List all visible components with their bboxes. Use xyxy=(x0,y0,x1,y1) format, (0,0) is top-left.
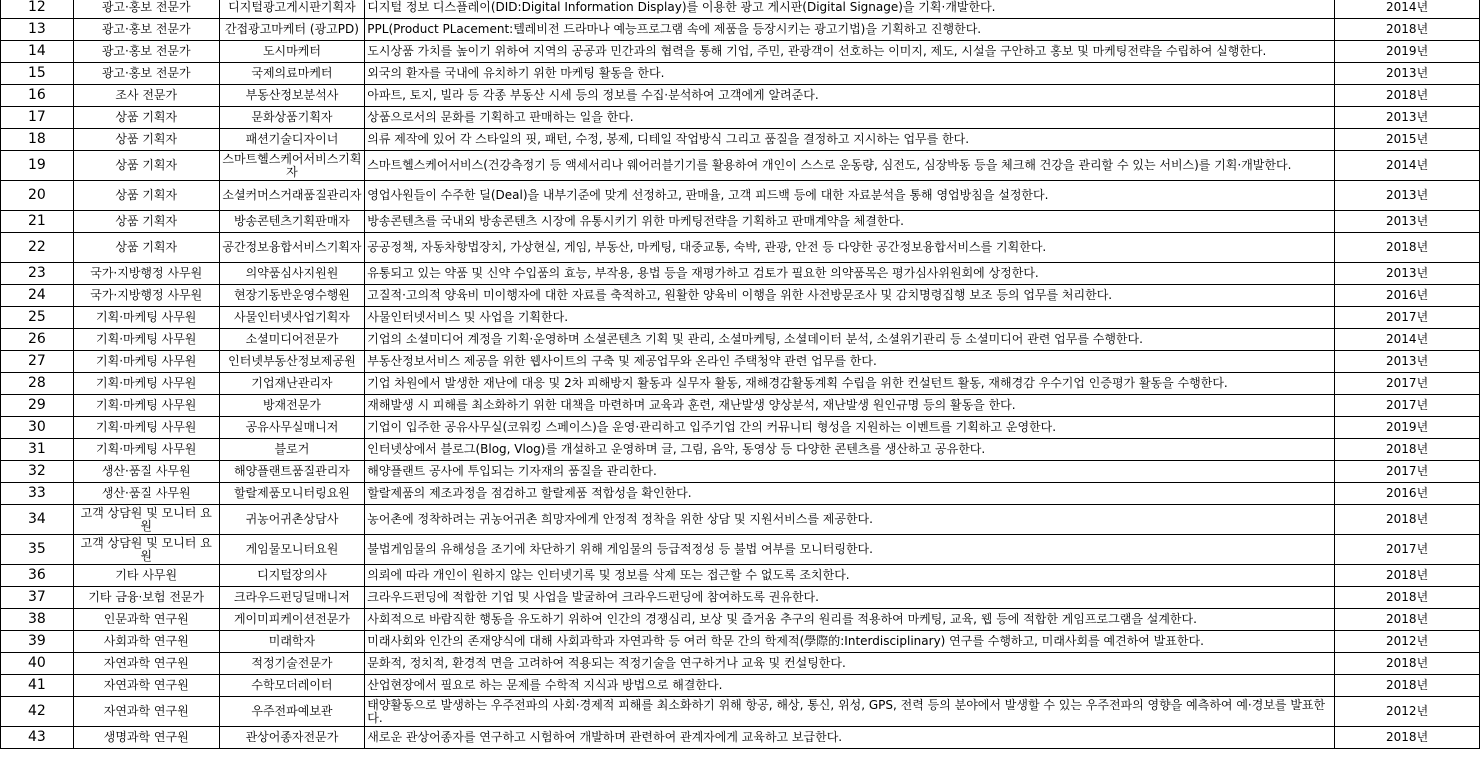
table-row xyxy=(1,351,1480,373)
category-cell: 인문과학 연구원 xyxy=(73,609,219,631)
job-title-cell: 패션기술디자이너 xyxy=(219,129,365,151)
description-cell: 인터넷상에서 블로그(Blog, Vlog)를 개설하고 운영하며 글, 그림, 음악, 동영상 등 다양한 콘텐츠를 생산하고 공유한다. xyxy=(365,439,1335,461)
description-cell: 할랄제품의 제조과정을 점검하고 할랄제품 적합성을 확인한다. xyxy=(365,483,1335,505)
job-title-cell: 해양플랜트품질관리자 xyxy=(219,461,365,483)
table-row xyxy=(1,505,1480,535)
row-number-cell: 32 xyxy=(1,461,74,483)
year-cell: 2012년 xyxy=(1335,631,1480,653)
table-row xyxy=(1,307,1480,329)
category-cell: 상품 기획자 xyxy=(73,129,219,151)
job-title-cell: 디지털광고게시판기획자 xyxy=(219,0,365,19)
year-cell: 2017년 xyxy=(1335,373,1480,395)
row-number-cell: 27 xyxy=(1,351,74,373)
category-cell: 고객 상담원 및 모니터 요원 xyxy=(73,535,219,565)
job-title-cell: 관상어종자전문가 xyxy=(219,727,365,749)
row-number-cell: 35 xyxy=(1,535,74,565)
category-cell: 상품 기획자 xyxy=(73,107,219,129)
row-number-cell: 17 xyxy=(1,107,74,129)
job-title-cell: 크라우드펀딩딜매니저 xyxy=(219,587,365,609)
table-row xyxy=(1,609,1480,631)
category-cell: 기획·마케팅 사무원 xyxy=(73,395,219,417)
job-title-cell: 게임물모니터요원 xyxy=(219,535,365,565)
description-cell: 사회적으로 바람직한 행동을 유도하기 위하여 인간의 경쟁심리, 보상 및 즐거움 추구의 원리를 적용하여 마케팅, 교육, 웹 등에 적합한 게임프로그램을 설계한다. xyxy=(365,609,1335,631)
category-cell: 기획·마케팅 사무원 xyxy=(73,439,219,461)
table-row xyxy=(1,0,1480,19)
job-title-cell: 할랄제품모니터링요원 xyxy=(219,483,365,505)
row-number-cell: 20 xyxy=(1,181,74,211)
year-cell: 2018년 xyxy=(1335,233,1480,263)
category-cell: 자연과학 연구원 xyxy=(73,697,219,727)
description-cell: 크라우드펀딩에 적합한 기업 및 사업을 발굴하여 크라우드펀딩에 참여하도록 권유한다. xyxy=(365,587,1335,609)
year-cell: 2013년 xyxy=(1335,351,1480,373)
job-title-cell: 게이미피케이션전문가 xyxy=(219,609,365,631)
description-cell: 문화적, 정치적, 환경적 면을 고려하여 적용되는 적정기술을 연구하거나 교육 및 컨설팅한다. xyxy=(365,653,1335,675)
row-number-cell: 43 xyxy=(1,727,74,749)
year-cell: 2017년 xyxy=(1335,395,1480,417)
year-cell: 2018년 xyxy=(1335,653,1480,675)
job-title-cell: 스마트헬스케어서비스기획자 xyxy=(219,151,365,181)
table-row xyxy=(1,233,1480,263)
row-number-cell: 31 xyxy=(1,439,74,461)
year-cell: 2013년 xyxy=(1335,263,1480,285)
job-title-cell: 방송콘텐츠기획판매자 xyxy=(219,211,365,233)
job-title-cell: 귀농어귀촌상담사 xyxy=(219,505,365,535)
row-number-cell: 29 xyxy=(1,395,74,417)
category-cell: 광고·홍보 전문가 xyxy=(73,41,219,63)
category-cell: 기타 금융·보험 전문가 xyxy=(73,587,219,609)
description-cell: 유통되고 있는 약품 및 신약 수입품의 효능, 부작용, 용법 등을 재평가하고 검토가 필요한 의약품목은 평가심사위원회에 상정한다. xyxy=(365,263,1335,285)
year-cell: 2012년 xyxy=(1335,697,1480,727)
table-row xyxy=(1,439,1480,461)
category-cell: 생산·품질 사무원 xyxy=(73,483,219,505)
description-cell: 농어촌에 정착하려는 귀농어귀촌 희망자에게 안정적 정착을 위한 상담 및 지원서비스를 제공한다. xyxy=(365,505,1335,535)
category-cell: 기획·마케팅 사무원 xyxy=(73,307,219,329)
table-row xyxy=(1,263,1480,285)
category-cell: 국가·지방행정 사무원 xyxy=(73,263,219,285)
category-cell: 기획·마케팅 사무원 xyxy=(73,417,219,439)
category-cell: 상품 기획자 xyxy=(73,233,219,263)
table-row xyxy=(1,211,1480,233)
row-number-cell: 12 xyxy=(1,0,74,19)
category-cell: 상품 기획자 xyxy=(73,211,219,233)
category-cell: 기획·마케팅 사무원 xyxy=(73,351,219,373)
row-number-cell: 16 xyxy=(1,85,74,107)
row-number-cell: 26 xyxy=(1,329,74,351)
category-cell: 광고·홍보 전문가 xyxy=(73,63,219,85)
table-row xyxy=(1,587,1480,609)
table-row xyxy=(1,565,1480,587)
row-number-cell: 28 xyxy=(1,373,74,395)
category-cell: 사회과학 연구원 xyxy=(73,631,219,653)
description-cell: 의뢰에 따라 개인이 원하지 않는 인터넷기록 및 정보를 삭제 또는 접근할 수 없도록 조치한다. xyxy=(365,565,1335,587)
description-cell: 산업현장에서 필요로 하는 문제를 수학적 지식과 방법으로 해결한다. xyxy=(365,675,1335,697)
row-number-cell: 37 xyxy=(1,587,74,609)
job-title-cell: 기업재난관리자 xyxy=(219,373,365,395)
year-cell: 2019년 xyxy=(1335,417,1480,439)
row-number-cell: 15 xyxy=(1,63,74,85)
table-row xyxy=(1,19,1480,41)
category-cell: 자연과학 연구원 xyxy=(73,675,219,697)
year-cell: 2015년 xyxy=(1335,129,1480,151)
year-cell: 2018년 xyxy=(1335,439,1480,461)
description-cell: 공공정책, 자동차항법장치, 가상현실, 게임, 부동산, 마케팅, 대중교통, 숙박, 관광, 안전 등 다양한 공간정보융합서비스를 기획한다. xyxy=(365,233,1335,263)
description-cell: 의류 제작에 있어 각 스타일의 핏, 패턴, 수정, 봉제, 디테일 작업방식 그리고 품질을 결정하고 지시하는 업무를 한다. xyxy=(365,129,1335,151)
table-row xyxy=(1,653,1480,675)
description-cell: 기업의 소셜미디어 계정을 기획·운영하며 소셜콘텐츠 기획 및 관리, 소셜마케팅, 소셜데이터 분석, 소셜위기관리 등 소셜미디어 관련 업무를 수행한다. xyxy=(365,329,1335,351)
year-cell: 2013년 xyxy=(1335,181,1480,211)
row-number-cell: 21 xyxy=(1,211,74,233)
job-title-cell: 소셜커머스거래품질관리자 xyxy=(219,181,365,211)
row-number-cell: 39 xyxy=(1,631,74,653)
table-row xyxy=(1,285,1480,307)
table-row xyxy=(1,395,1480,417)
description-cell: 아파트, 토지, 빌라 등 각종 부동산 시세 등의 정보를 수집·분석하여 고객에게 알려준다. xyxy=(365,85,1335,107)
row-number-cell: 24 xyxy=(1,285,74,307)
table-row xyxy=(1,417,1480,439)
row-number-cell: 18 xyxy=(1,129,74,151)
table-row xyxy=(1,85,1480,107)
description-cell: 태양활동으로 발생하는 우주전파의 사회·경제적 피해를 최소화하기 위해 항공, 해상, 통신, 위성, GPS, 전력 등의 분야에서 발생할 수 있는 우주전파의 영향을 예측하여 예·경보를 발표한다. xyxy=(365,697,1335,727)
year-cell: 2019년 xyxy=(1335,41,1480,63)
row-number-cell: 34 xyxy=(1,505,74,535)
row-number-cell: 41 xyxy=(1,675,74,697)
row-number-cell: 36 xyxy=(1,565,74,587)
year-cell: 2018년 xyxy=(1335,675,1480,697)
job-title-cell: 우주전파예보관 xyxy=(219,697,365,727)
category-cell: 자연과학 연구원 xyxy=(73,653,219,675)
year-cell: 2018년 xyxy=(1335,609,1480,631)
category-cell: 광고·홍보 전문가 xyxy=(73,0,219,19)
category-cell: 국가·지방행정 사무원 xyxy=(73,285,219,307)
description-cell: 스마트헬스케어서비스(건강측정기 등 액세서리나 웨어러블기기를 활용하여 개인이 스스로 운동량, 심전도, 심장박동 등을 체크해 건강을 관리할 수 있는 서비스)를 기획·개발한다. xyxy=(365,151,1335,181)
table-row xyxy=(1,373,1480,395)
description-cell: 부동산정보서비스 제공을 위한 웹사이트의 구축 및 제공업무와 온라인 주택청약 관련 업무를 한다. xyxy=(365,351,1335,373)
year-cell: 2016년 xyxy=(1335,483,1480,505)
year-cell: 2018년 xyxy=(1335,565,1480,587)
table-row xyxy=(1,631,1480,653)
category-cell: 생산·품질 사무원 xyxy=(73,461,219,483)
table-row xyxy=(1,675,1480,697)
year-cell: 2018년 xyxy=(1335,505,1480,535)
category-cell: 생명과학 연구원 xyxy=(73,727,219,749)
table-row xyxy=(1,697,1480,727)
year-cell: 2018년 xyxy=(1335,727,1480,749)
year-cell: 2013년 xyxy=(1335,63,1480,85)
table-row xyxy=(1,63,1480,85)
table-row xyxy=(1,483,1480,505)
row-number-cell: 19 xyxy=(1,151,74,181)
job-title-cell: 적정기술전문가 xyxy=(219,653,365,675)
description-cell: 영업사원들이 수주한 딜(Deal)을 내부기준에 맞게 선정하고, 판매율, 고객 피드백 등에 대한 자료분석을 통해 영업방침을 설정한다. xyxy=(365,181,1335,211)
description-cell: 불법게임물의 유해성을 조기에 차단하기 위해 게임물의 등급적정성 등 불법 여부를 모니터링한다. xyxy=(365,535,1335,565)
row-number-cell: 33 xyxy=(1,483,74,505)
job-title-cell: 간접광고마케터 (광고PD) xyxy=(219,19,365,41)
category-cell: 기획·마케팅 사무원 xyxy=(73,373,219,395)
table-row xyxy=(1,181,1480,211)
table-row xyxy=(1,727,1480,749)
job-title-cell: 사물인터넷사업기획자 xyxy=(219,307,365,329)
year-cell: 2014년 xyxy=(1335,151,1480,181)
table-row xyxy=(1,535,1480,565)
job-title-cell: 문화상품기획자 xyxy=(219,107,365,129)
description-cell: 상품으로서의 문화를 기획하고 판매하는 일을 한다. xyxy=(365,107,1335,129)
description-cell: 새로운 관상어종자를 연구하고 시험하여 개발하며 관련하여 관계자에게 교육하고 보급한다. xyxy=(365,727,1335,749)
description-cell: 기업 차원에서 발생한 재난에 대응 및 2차 피해방지 활동과 실무자 활동, 재해경감활동계획 수립을 위한 컨설턴트 활동, 재해경감 우수기업 인증평가 활동을 수행한다. xyxy=(365,373,1335,395)
category-cell: 고객 상담원 및 모니터 요원 xyxy=(73,505,219,535)
year-cell: 2017년 xyxy=(1335,307,1480,329)
description-cell: PPL(Product PLacement:텔레비전 드라마나 예능프로그램 속에 제품을 등장시키는 광고기법)을 기획하고 진행한다. xyxy=(365,19,1335,41)
job-title-cell: 디지털장의사 xyxy=(219,565,365,587)
year-cell: 2013년 xyxy=(1335,107,1480,129)
category-cell: 상품 기획자 xyxy=(73,181,219,211)
row-number-cell: 22 xyxy=(1,233,74,263)
job-title-cell: 공유사무실매니저 xyxy=(219,417,365,439)
description-cell: 미래사회와 인간의 존재양식에 대해 사회과학과 자연과학 등 여러 학문 간의 학제적(學際的:Interdisciplinary) 연구를 수행하고, 미래사회를 예견하여 발표한다. xyxy=(365,631,1335,653)
table-row xyxy=(1,461,1480,483)
job-title-cell: 미래학자 xyxy=(219,631,365,653)
description-cell: 해양플랜트 공사에 투입되는 기자재의 품질을 관리한다. xyxy=(365,461,1335,483)
description-cell: 사물인터넷서비스 및 사업을 기획한다. xyxy=(365,307,1335,329)
row-number-cell: 42 xyxy=(1,697,74,727)
row-number-cell: 38 xyxy=(1,609,74,631)
year-cell: 2016년 xyxy=(1335,285,1480,307)
year-cell: 2017년 xyxy=(1335,535,1480,565)
row-number-cell: 13 xyxy=(1,19,74,41)
category-cell: 상품 기획자 xyxy=(73,151,219,181)
category-cell: 기획·마케팅 사무원 xyxy=(73,329,219,351)
year-cell: 2018년 xyxy=(1335,19,1480,41)
year-cell: 2013년 xyxy=(1335,211,1480,233)
job-title-cell: 인터넷부동산정보제공원 xyxy=(219,351,365,373)
job-title-cell: 수학모더레이터 xyxy=(219,675,365,697)
row-number-cell: 30 xyxy=(1,417,74,439)
year-cell: 2014년 xyxy=(1335,329,1480,351)
table-body xyxy=(1,0,1480,749)
description-cell: 외국의 환자를 국내에 유치하기 위한 마케팅 활동을 한다. xyxy=(365,63,1335,85)
row-number-cell: 25 xyxy=(1,307,74,329)
row-number-cell: 14 xyxy=(1,41,74,63)
table-row xyxy=(1,107,1480,129)
table-row xyxy=(1,329,1480,351)
row-number-cell: 40 xyxy=(1,653,74,675)
description-cell: 도시상품 가치를 높이기 위하여 지역의 공공과 민간과의 협력을 통해 기업, 주민, 관광객이 선호하는 이미지, 제도, 시설을 구안하고 홍보 및 마케팅전략을 수립하여 실행한다. xyxy=(365,41,1335,63)
description-cell: 방송콘텐츠를 국내외 방송콘텐츠 시장에 유통시키기 위한 마케팅전략을 기획하고 판매계약을 체결한다. xyxy=(365,211,1335,233)
description-cell: 디지털 정보 디스플레이(DID:Digital Information Display)를 이용한 광고 게시판(Digital Signage)을 기획·개발한다. xyxy=(365,0,1335,19)
job-title-cell: 공간정보융합서비스기획자 xyxy=(219,233,365,263)
description-cell: 재해발생 시 피해를 최소화하기 위한 대책을 마련하며 교육과 훈련, 재난발생 양상분석, 재난발생 원인규명 등의 활동을 한다. xyxy=(365,395,1335,417)
job-title-cell: 소셜미디어전문가 xyxy=(219,329,365,351)
job-title-cell: 현장기동반운영수행원 xyxy=(219,285,365,307)
table-row xyxy=(1,129,1480,151)
year-cell: 2014년 xyxy=(1335,0,1480,19)
job-title-cell: 블로거 xyxy=(219,439,365,461)
job-title-cell: 국제의료마케터 xyxy=(219,63,365,85)
table-row xyxy=(1,41,1480,63)
row-number-cell: 23 xyxy=(1,263,74,285)
job-title-cell: 의약품심사지원원 xyxy=(219,263,365,285)
year-cell: 2017년 xyxy=(1335,461,1480,483)
category-cell: 광고·홍보 전문가 xyxy=(73,19,219,41)
year-cell: 2018년 xyxy=(1335,85,1480,107)
description-cell: 기업이 입주한 공유사무실(코워킹 스페이스)을 운영·관리하고 입주기업 간의 커뮤니티 형성을 지원하는 이벤트를 기획하고 운영한다. xyxy=(365,417,1335,439)
year-cell: 2018년 xyxy=(1335,587,1480,609)
job-title-cell: 도시마케터 xyxy=(219,41,365,63)
table-row xyxy=(1,151,1480,181)
category-cell: 기타 사무원 xyxy=(73,565,219,587)
job-title-cell: 부동산정보분석사 xyxy=(219,85,365,107)
category-cell: 조사 전문가 xyxy=(73,85,219,107)
job-title-cell: 방재전문가 xyxy=(219,395,365,417)
description-cell: 고질적·고의적 양육비 미이행자에 대한 자료를 축적하고, 원활한 양육비 이행을 위한 사전방문조사 및 감치명령집행 보조 등의 업무를 처리한다. xyxy=(365,285,1335,307)
